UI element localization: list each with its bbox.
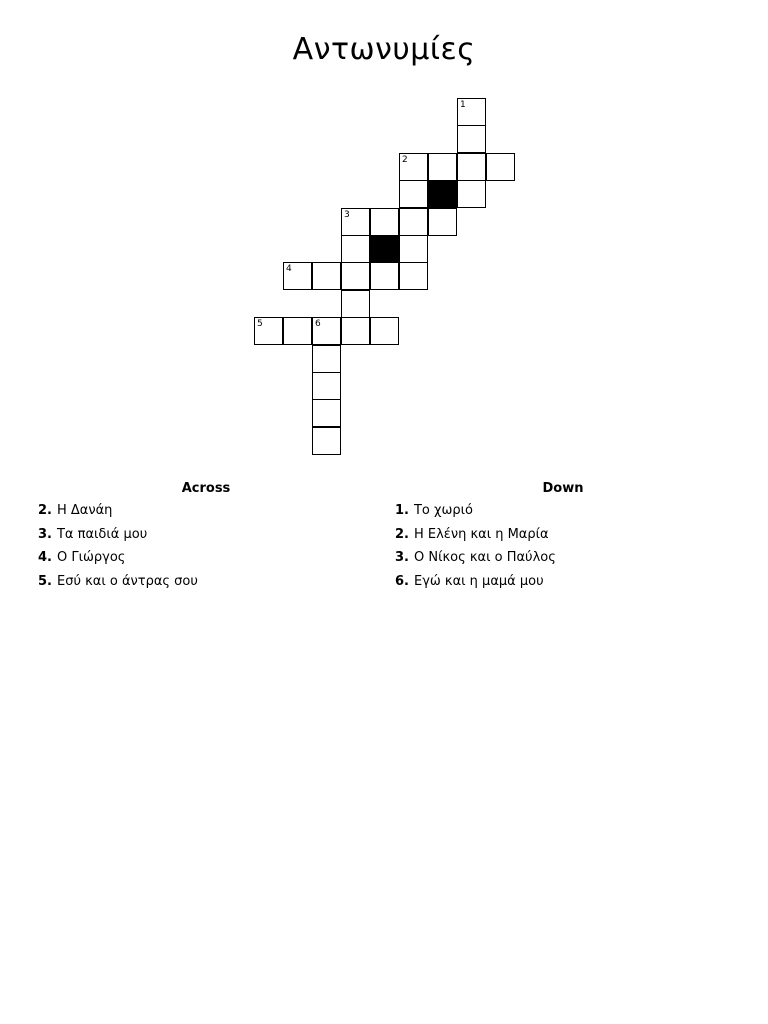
down-clue — [395, 527, 735, 543]
grid-cell[interactable] — [428, 153, 457, 181]
grid-cell[interactable] — [399, 262, 428, 290]
across-clue — [38, 550, 378, 566]
across-clue — [38, 574, 378, 590]
grid-cell[interactable] — [399, 153, 428, 181]
clue-number: 3. — [395, 550, 409, 565]
cell-number: 6 — [315, 319, 321, 329]
grid-cell[interactable] — [457, 180, 486, 208]
across-heading: Across — [181, 481, 231, 496]
grid-cell[interactable] — [370, 317, 399, 345]
grid-cell[interactable] — [457, 125, 486, 153]
clue-number: 2. — [395, 526, 409, 542]
cell-number: 4 — [286, 264, 292, 274]
down-clues — [395, 481, 735, 597]
grid-cell[interactable] — [399, 180, 428, 208]
grid-cell[interactable] — [312, 317, 341, 345]
clue-number: 2. — [38, 503, 52, 518]
clue-number: 1. — [395, 503, 409, 518]
across-clue — [38, 503, 378, 519]
black-cell — [428, 180, 457, 208]
cell-number: 2 — [402, 155, 408, 165]
across-clues — [38, 481, 378, 597]
grid-cell[interactable] — [486, 153, 515, 181]
clue-text: Το χωριό — [413, 503, 474, 518]
grid-cell[interactable] — [312, 345, 341, 373]
clue-text: Η Δανάη — [56, 503, 113, 518]
puzzle-title: Αντωνυμίες — [292, 32, 476, 67]
grid-cell[interactable] — [457, 153, 486, 181]
grid-cell[interactable] — [312, 399, 341, 427]
clue-text: Ο Γιώργος — [56, 550, 126, 565]
crossword-grid — [0, 0, 768, 470]
grid-cell[interactable] — [283, 262, 312, 290]
grid-cell[interactable] — [341, 262, 370, 290]
grid-cell[interactable] — [312, 262, 341, 290]
down-heading: Down — [542, 481, 584, 496]
grid-cell[interactable] — [254, 317, 283, 345]
clue-number: 5. — [38, 573, 52, 589]
grid-cell[interactable] — [312, 427, 341, 455]
cell-number: 1 — [460, 100, 466, 110]
grid-cell[interactable] — [341, 235, 370, 263]
clue-text: Τα παιδιά μου — [56, 526, 148, 542]
clue-text: Η Ελένη και η Μαρία — [413, 526, 549, 542]
clue-text: Εγώ και η μαμά μου — [413, 573, 544, 589]
clue-number: 3. — [38, 526, 52, 542]
down-clue — [395, 503, 735, 519]
clue-text: Ο Νίκος και ο Παύλος — [413, 550, 556, 565]
black-cell — [370, 235, 399, 263]
grid-cell[interactable] — [457, 98, 486, 126]
grid-cell[interactable] — [428, 208, 457, 236]
grid-cell[interactable] — [399, 235, 428, 263]
down-clue — [395, 574, 735, 590]
grid-cell[interactable] — [341, 317, 370, 345]
grid-cell[interactable] — [341, 208, 370, 236]
grid-cell[interactable] — [370, 262, 399, 290]
cell-number: 3 — [344, 210, 350, 220]
across-clue — [38, 527, 378, 543]
clue-number: 6. — [395, 573, 409, 589]
grid-cell[interactable] — [283, 317, 312, 345]
clue-number: 4. — [38, 550, 52, 565]
cell-number: 5 — [257, 319, 263, 329]
grid-cell[interactable] — [341, 290, 370, 318]
grid-cell[interactable] — [399, 208, 428, 236]
grid-cell[interactable] — [370, 208, 399, 236]
clue-text: Εσύ και ο άντρας σου — [56, 573, 198, 589]
down-clue — [395, 550, 735, 566]
grid-cell[interactable] — [312, 372, 341, 400]
